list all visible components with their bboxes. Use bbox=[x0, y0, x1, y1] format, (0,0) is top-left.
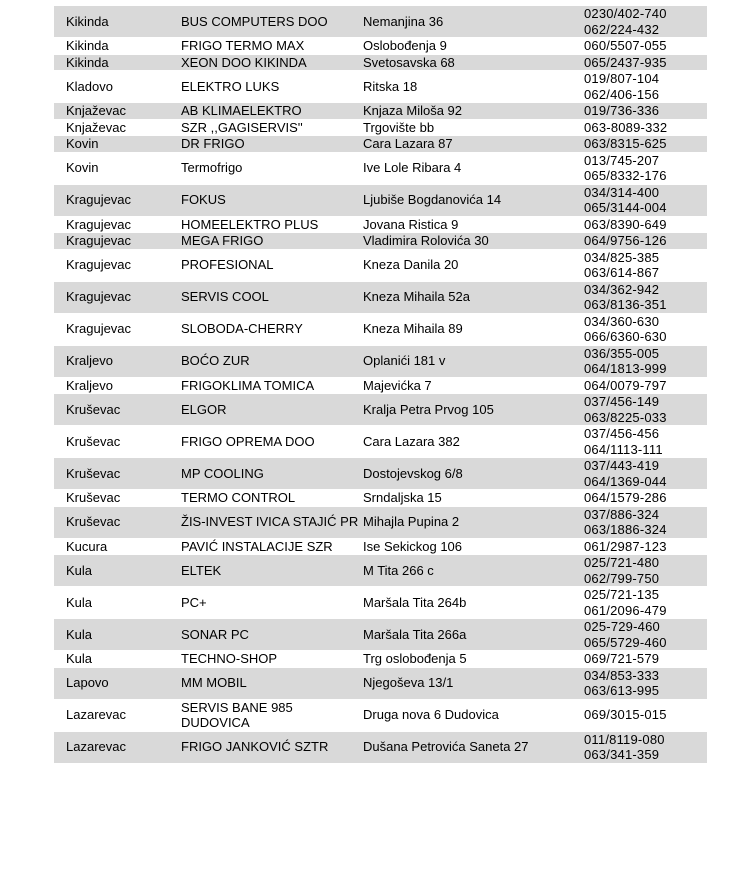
phone-cell bbox=[584, 38, 707, 55]
business-name-line: FRIGOKLIMA TOMICA bbox=[181, 377, 315, 393]
phone-cell bbox=[584, 651, 707, 668]
table-row bbox=[54, 152, 707, 184]
city-cell: Knjaževac bbox=[54, 119, 181, 136]
phone-number: 034/362-942 bbox=[584, 281, 660, 297]
address-cell: Oplanići 181 v bbox=[363, 345, 584, 377]
phone-number: 065/2437-935 bbox=[584, 54, 667, 70]
business-name-cell bbox=[181, 699, 363, 731]
business-name-cell bbox=[181, 152, 363, 184]
phone-number: 011/8119-080 bbox=[584, 731, 665, 747]
city-cell: Kikinda bbox=[54, 6, 181, 38]
phone-number: 064/9756-126 bbox=[584, 233, 667, 248]
phone-cell bbox=[584, 71, 707, 103]
table-row bbox=[54, 136, 707, 153]
city-cell: Lazarevac bbox=[54, 699, 181, 731]
address-cell: Oslobođenja 9 bbox=[363, 38, 584, 55]
address-cell: Dostojevskog 6/8 bbox=[363, 458, 584, 490]
city-cell: Kucura bbox=[54, 538, 181, 555]
phone-number: 063/8136-351 bbox=[584, 297, 667, 312]
phone-number: 0230/402-740 bbox=[584, 6, 667, 21]
address-cell: Majevićka 7 bbox=[363, 377, 584, 394]
address-cell: M Tita 266 c bbox=[363, 555, 584, 587]
business-name-line: FRIGO OPREMA DOO bbox=[181, 433, 315, 449]
city-cell: Kula bbox=[54, 587, 181, 619]
phone-number: 063/613-995 bbox=[584, 683, 660, 698]
business-name-cell bbox=[181, 587, 363, 619]
business-name-line: DR FRIGO bbox=[181, 136, 245, 151]
address-cell: Jovana Ristica 9 bbox=[363, 216, 584, 233]
address-cell: Srndaljska 15 bbox=[363, 490, 584, 507]
address-cell: Njegoševa 13/1 bbox=[363, 667, 584, 699]
business-name-line: ŽIS-INVEST IVICA STAJIĆ PR bbox=[181, 514, 359, 530]
phone-cell bbox=[584, 136, 707, 153]
phone-number: 062/224-432 bbox=[584, 21, 660, 37]
phone-number: 037/456-456 bbox=[584, 426, 660, 441]
address-cell: Druga nova 6 Dudovica bbox=[363, 699, 584, 731]
phone-cell bbox=[584, 458, 707, 490]
address-cell: Trg oslobođenja 5 bbox=[363, 651, 584, 668]
phone-number: 025/721-480 bbox=[584, 555, 660, 570]
business-name-line: FRIGO TERMO MAX bbox=[181, 38, 305, 53]
address-cell: Kneza Danila 20 bbox=[363, 249, 584, 281]
table-row bbox=[54, 458, 707, 490]
phone-cell bbox=[584, 345, 707, 377]
phone-number: 065/8332-176 bbox=[584, 168, 667, 183]
business-name-cell bbox=[181, 394, 363, 426]
table-row bbox=[54, 587, 707, 619]
business-name-cell bbox=[181, 184, 363, 216]
business-name-cell bbox=[181, 281, 363, 313]
address-cell: Dušana Petrovića Saneta 27 bbox=[363, 731, 584, 763]
table-row bbox=[54, 71, 707, 103]
business-name-line: HOMEELEKTRO PLUS bbox=[181, 216, 319, 232]
city-cell: Kruševac bbox=[54, 490, 181, 507]
phone-number: 019/736-336 bbox=[584, 103, 660, 118]
business-name-line: TERMO CONTROL bbox=[181, 490, 296, 505]
business-name-cell bbox=[181, 490, 363, 507]
city-cell: Kovin bbox=[54, 136, 181, 153]
phone-cell bbox=[584, 54, 707, 71]
city-cell: Kladovo bbox=[54, 71, 181, 103]
phone-number: 063/8315-625 bbox=[584, 136, 667, 151]
city-cell: Kragujevac bbox=[54, 281, 181, 313]
business-name-cell bbox=[181, 313, 363, 345]
phone-cell bbox=[584, 619, 707, 651]
city-cell: Kruševac bbox=[54, 506, 181, 538]
phone-number: 025/721-135 bbox=[584, 587, 660, 602]
city-cell: Kruševac bbox=[54, 394, 181, 426]
phone-number: 025-729-460 bbox=[584, 619, 660, 634]
table-row bbox=[54, 538, 707, 555]
table-row bbox=[54, 38, 707, 55]
phone-number: 036/355-005 bbox=[584, 345, 660, 361]
business-name-cell bbox=[181, 6, 363, 38]
business-name-cell bbox=[181, 538, 363, 555]
business-name-line: XEON DOO KIKINDA bbox=[181, 54, 307, 70]
business-name-line: BOĆO ZUR bbox=[181, 353, 250, 369]
business-name-line: SZR ,,GAGISERVIS'' bbox=[181, 119, 303, 135]
city-cell: Kula bbox=[54, 619, 181, 651]
business-name-line: PROFESIONAL bbox=[181, 257, 274, 273]
business-name-line: TECHNO-SHOP bbox=[181, 651, 278, 666]
phone-number: 065/3144-004 bbox=[584, 200, 667, 215]
business-name-line: Termofrigo bbox=[181, 160, 243, 176]
address-cell: Ritska 18 bbox=[363, 71, 584, 103]
city-cell: Kragujevac bbox=[54, 216, 181, 233]
phone-number: 063/1886-324 bbox=[584, 522, 667, 537]
city-cell: Kikinda bbox=[54, 54, 181, 71]
city-cell: Kragujevac bbox=[54, 249, 181, 281]
address-cell: Svetosavska 68 bbox=[363, 54, 584, 71]
business-name-line: AB KLIMAELEKTRO bbox=[181, 103, 302, 118]
phone-cell bbox=[584, 377, 707, 394]
business-name-line: SERVIS COOL bbox=[181, 289, 269, 305]
phone-cell bbox=[584, 103, 707, 120]
table-row bbox=[54, 667, 707, 699]
business-name-cell bbox=[181, 136, 363, 153]
table-row bbox=[54, 619, 707, 651]
phone-number: 065/5729-460 bbox=[584, 634, 667, 650]
business-name-cell bbox=[181, 233, 363, 250]
phone-number: 063/8390-649 bbox=[584, 216, 667, 232]
table-row bbox=[54, 394, 707, 426]
table-row bbox=[54, 313, 707, 345]
phone-number: 060/5507-055 bbox=[584, 38, 667, 53]
phone-cell bbox=[584, 587, 707, 619]
table-row bbox=[54, 377, 707, 394]
phone-number: 064/0079-797 bbox=[584, 377, 667, 393]
city-cell: Knjaževac bbox=[54, 103, 181, 120]
business-name-cell bbox=[181, 651, 363, 668]
table-row bbox=[54, 555, 707, 587]
phone-cell bbox=[584, 6, 707, 38]
table-row bbox=[54, 6, 707, 38]
business-name-line: SERVIS BANE 985 bbox=[181, 699, 293, 715]
phone-number: 034/314-400 bbox=[584, 184, 660, 200]
phone-number: 063/8225-033 bbox=[584, 409, 667, 425]
business-name-cell bbox=[181, 377, 363, 394]
phone-number: 064/1579-286 bbox=[584, 490, 667, 505]
business-name-line: PC+ bbox=[181, 594, 207, 610]
business-name-line: MM MOBIL bbox=[181, 675, 247, 691]
phone-number: 063/341-359 bbox=[584, 747, 660, 762]
phone-number: 037/886-324 bbox=[584, 506, 660, 522]
phone-number: 064/1113-111 bbox=[584, 441, 663, 457]
business-name-line: FOKUS bbox=[181, 192, 226, 208]
phone-cell bbox=[584, 281, 707, 313]
phone-cell bbox=[584, 699, 707, 731]
phone-cell bbox=[584, 555, 707, 587]
city-cell: Kragujevac bbox=[54, 233, 181, 250]
phone-cell bbox=[584, 249, 707, 281]
city-cell: Lazarevac bbox=[54, 731, 181, 763]
phone-number: 063/614-867 bbox=[584, 265, 660, 280]
business-name-line: DUDOVICA bbox=[181, 715, 250, 730]
address-cell: Cara Lazara 87 bbox=[363, 136, 584, 153]
phone-cell bbox=[584, 667, 707, 699]
phone-number: 062/406-156 bbox=[584, 86, 660, 102]
phone-cell bbox=[584, 490, 707, 507]
table-row bbox=[54, 490, 707, 507]
address-cell: Maršala Tita 266a bbox=[363, 619, 584, 651]
phone-number: 034/825-385 bbox=[584, 249, 660, 265]
business-name-line: ELEKTRO LUKS bbox=[181, 78, 280, 94]
table-row bbox=[54, 731, 707, 763]
address-cell: Knjaza Miloša 92 bbox=[363, 103, 584, 120]
business-name-line: SONAR PC bbox=[181, 626, 249, 642]
table-row bbox=[54, 426, 707, 458]
city-cell: Kruševac bbox=[54, 458, 181, 490]
phone-number: 034/360-630 bbox=[584, 313, 660, 329]
business-name-cell bbox=[181, 103, 363, 120]
phone-cell bbox=[584, 233, 707, 250]
phone-number: 064/1813-999 bbox=[584, 361, 667, 376]
business-name-cell bbox=[181, 249, 363, 281]
table-row bbox=[54, 345, 707, 377]
address-cell: Cara Lazara 382 bbox=[363, 426, 584, 458]
address-cell: Kneza Mihaila 52a bbox=[363, 281, 584, 313]
city-cell: Kula bbox=[54, 651, 181, 668]
address-cell: Ive Lole Ribara 4 bbox=[363, 152, 584, 184]
phone-number: 037/443-419 bbox=[584, 458, 660, 473]
business-name-cell bbox=[181, 71, 363, 103]
business-name-line: ELTEK bbox=[181, 562, 222, 578]
phone-number: 013/745-207 bbox=[584, 152, 660, 168]
phone-cell bbox=[584, 184, 707, 216]
city-cell: Kragujevac bbox=[54, 313, 181, 345]
phone-number: 062/799-750 bbox=[584, 570, 660, 586]
address-cell: Trgovište bb bbox=[363, 119, 584, 136]
phone-number: 019/807-104 bbox=[584, 71, 660, 86]
phone-number: 061/2987-123 bbox=[584, 538, 667, 554]
table-row bbox=[54, 506, 707, 538]
business-name-cell bbox=[181, 216, 363, 233]
phone-number: 034/853-333 bbox=[584, 667, 660, 683]
table-row bbox=[54, 233, 707, 250]
business-name-line: FRIGO JANKOVIĆ SZTR bbox=[181, 739, 329, 755]
business-name-line: BUS COMPUTERS DOO bbox=[181, 13, 328, 29]
phone-cell bbox=[584, 119, 707, 136]
business-name-cell bbox=[181, 458, 363, 490]
business-name-cell bbox=[181, 119, 363, 136]
business-name-cell bbox=[181, 345, 363, 377]
phone-cell bbox=[584, 538, 707, 555]
phone-number: 069/721-579 bbox=[584, 651, 660, 666]
directory-table-body bbox=[54, 6, 707, 763]
business-name-line: ELGOR bbox=[181, 401, 227, 417]
table-row bbox=[54, 281, 707, 313]
address-cell: Maršala Tita 264b bbox=[363, 587, 584, 619]
phone-cell bbox=[584, 152, 707, 184]
table-row bbox=[54, 699, 707, 731]
table-row bbox=[54, 184, 707, 216]
phone-number: 037/456-149 bbox=[584, 394, 660, 409]
address-cell: Ise Sekickog 106 bbox=[363, 538, 584, 555]
phone-number: 063-8089-332 bbox=[584, 119, 668, 135]
city-cell: Kruševac bbox=[54, 426, 181, 458]
table-row bbox=[54, 216, 707, 233]
table-row bbox=[54, 249, 707, 281]
business-name-line: MP COOLING bbox=[181, 465, 264, 481]
city-cell: Kikinda bbox=[54, 38, 181, 55]
city-cell: Kraljevo bbox=[54, 345, 181, 377]
city-cell: Kragujevac bbox=[54, 184, 181, 216]
address-cell: Vladimira Rolovića 30 bbox=[363, 233, 584, 250]
phone-number: 069/3015-015 bbox=[584, 707, 667, 723]
phone-cell bbox=[584, 394, 707, 426]
phone-cell bbox=[584, 506, 707, 538]
business-name-cell bbox=[181, 54, 363, 71]
phone-cell bbox=[584, 731, 707, 763]
business-name-cell bbox=[181, 38, 363, 55]
service-directory-table bbox=[54, 6, 707, 764]
phone-number: 064/1369-044 bbox=[584, 473, 667, 489]
city-cell: Kovin bbox=[54, 152, 181, 184]
phone-number: 061/2096-479 bbox=[584, 602, 667, 618]
address-cell: Nemanjina 36 bbox=[363, 6, 584, 38]
table-row bbox=[54, 651, 707, 668]
phone-cell bbox=[584, 313, 707, 345]
table-row bbox=[54, 103, 707, 120]
city-cell: Kula bbox=[54, 555, 181, 587]
business-name-cell bbox=[181, 555, 363, 587]
address-cell: Kralja Petra Prvog 105 bbox=[363, 394, 584, 426]
business-name-cell bbox=[181, 506, 363, 538]
phone-cell bbox=[584, 216, 707, 233]
table-row bbox=[54, 119, 707, 136]
business-name-cell bbox=[181, 426, 363, 458]
business-name-line: MEGA FRIGO bbox=[181, 233, 264, 248]
table-row bbox=[54, 54, 707, 71]
business-name-line: PAVIĆ INSTALACIJE SZR bbox=[181, 538, 333, 554]
phone-cell bbox=[584, 426, 707, 458]
city-cell: Lapovo bbox=[54, 667, 181, 699]
city-cell: Kraljevo bbox=[54, 377, 181, 394]
phone-number: 066/6360-630 bbox=[584, 329, 667, 344]
business-name-cell bbox=[181, 619, 363, 651]
address-cell: Mihajla Pupina 2 bbox=[363, 506, 584, 538]
business-name-cell bbox=[181, 667, 363, 699]
business-name-line: SLOBODA-CHERRY bbox=[181, 321, 303, 337]
address-cell: Ljubiše Bogdanovića 14 bbox=[363, 184, 584, 216]
business-name-cell bbox=[181, 731, 363, 763]
address-cell: Kneza Mihaila 89 bbox=[363, 313, 584, 345]
